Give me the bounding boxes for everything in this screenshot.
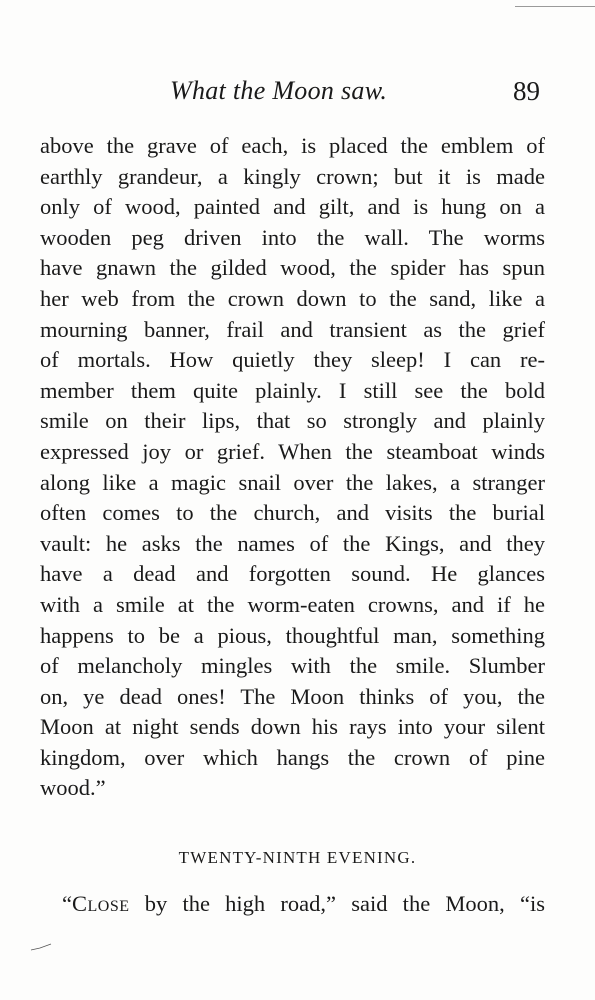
section-heading: TWENTY-NINTH EVENING. — [178, 848, 417, 867]
top-edge-rule — [515, 6, 595, 7]
text-line: member them quite plainly. I still see the bold — [40, 377, 545, 403]
text-line: have a dead and forgotten sound. He glances — [40, 561, 545, 587]
text-line: with a smile at the worm-eaten crowns, and if he — [40, 591, 545, 617]
text-line: along like a magic snail over the lakes, a stranger — [40, 469, 545, 495]
text-line: mourning banner, frail and transient as the grief — [40, 316, 545, 342]
paragraph-rest: by the high road,” said the Moon, “is — [129, 891, 545, 916]
text-line: on, ye dead ones! The Moon thinks of you, the — [40, 683, 545, 709]
text-line: only of wood, painted and gilt, and is hung on a — [40, 194, 545, 220]
text-line: smile on their lips, that so strongly and plainly — [40, 408, 545, 434]
page-header — [40, 74, 540, 114]
text-line: above the grave of each, is placed the emblem of — [40, 133, 545, 158]
text-line-last: wood.” — [40, 775, 106, 801]
text-line: of mortals. How quietly they sleep! I can re- — [40, 347, 545, 373]
text-line: happens to be a pious, thoughtful man, something — [40, 622, 545, 648]
first-word-smallcaps: Close — [72, 891, 130, 916]
text-line: expressed joy or grief. When the steamboat winds — [40, 438, 545, 464]
text-line: kingdom, over which hangs the crown of pine — [40, 744, 545, 770]
body-text — [40, 131, 545, 804]
text-line: of melancholy mingles with the smile. Slumber — [40, 653, 545, 679]
text-line: have gnawn the gilded wood, the spider has spun — [40, 255, 545, 281]
text-line: vault: he asks the names of the Kings, and they — [40, 530, 545, 556]
text-line: earthly grandeur, a kingly crown; but it is made — [40, 163, 545, 189]
running-title: What the Moon saw. — [170, 76, 388, 105]
text-line: wooden peg driven into the wall. The worms — [40, 224, 545, 250]
open-quote: “ — [62, 891, 72, 916]
stray-ink-mark — [30, 942, 52, 952]
next-paragraph-line — [62, 888, 545, 920]
text-line: her web from the crown down to the sand, like a — [40, 285, 545, 311]
text-line: Moon at night sends down his rays into your silent — [40, 714, 545, 740]
text-line: often comes to the church, and visits the burial — [40, 500, 545, 526]
page-number: 89 — [513, 76, 540, 106]
